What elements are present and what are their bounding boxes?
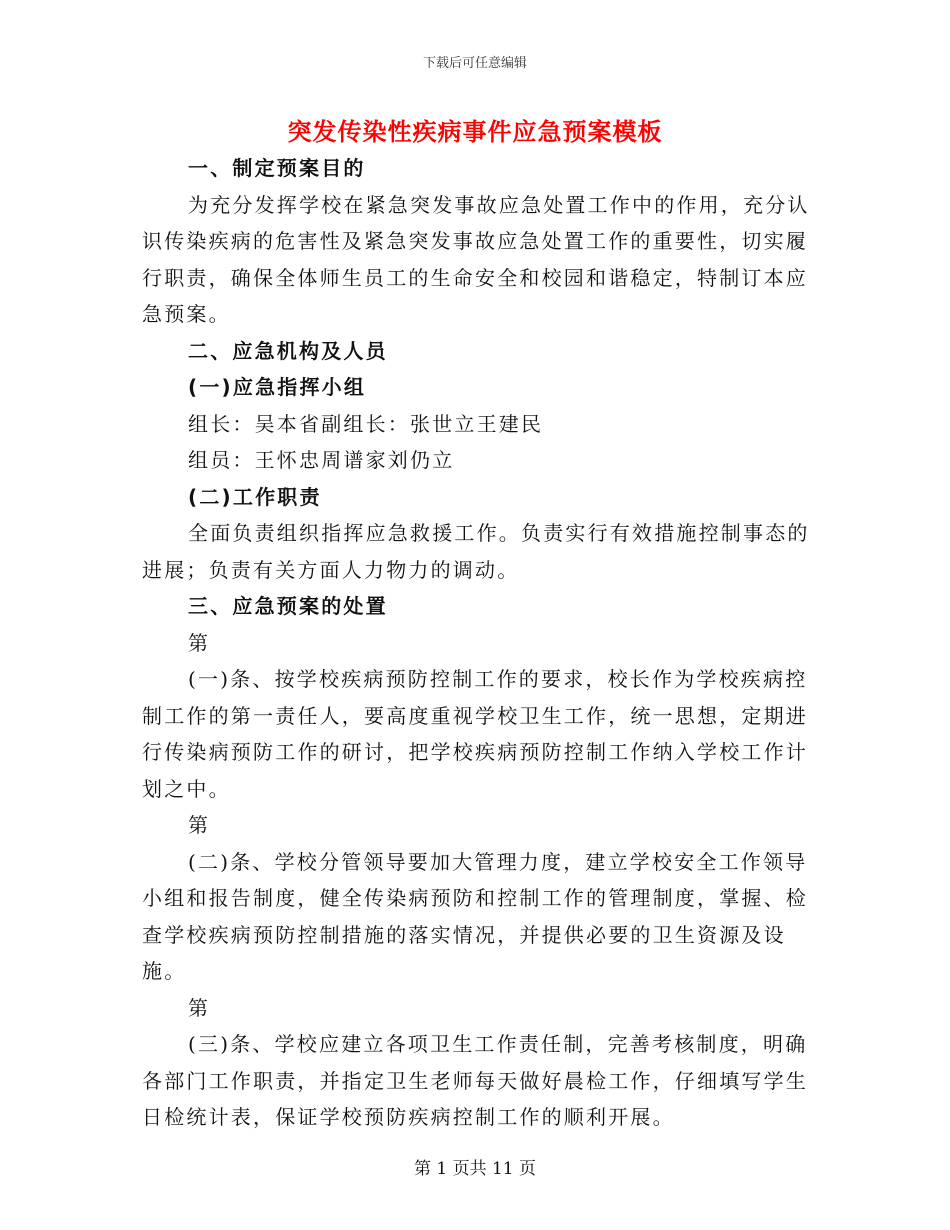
paragraph-duties: 全面负责组织指挥应急救援工作。负责实行有效措施控制事态的进展；负责有关方面人力物力的调动。	[142, 521, 810, 582]
header-note: 下载后可任意编辑	[422, 56, 527, 71]
article-label: 第	[188, 813, 211, 837]
paragraph-article-3: (三)条、学校应建立各项卫生工作责任制，完善考核制度，明确各部门工作职责，并指定卫生老师每天做好晨检工作，仔细填写学生日检统计表，保证学校预防疾病控制工作的顺利开展。	[142, 1032, 808, 1129]
paragraph-group-leaders: 组长：吴本省副组长：张世立王建民	[188, 411, 544, 436]
section-heading-2: 二、应急机构及人员	[188, 338, 388, 363]
subsection-heading-command-group: (一)应急指挥小组	[188, 375, 367, 399]
section-heading-3: 三、应急预案的处置	[188, 594, 388, 618]
paragraph-article-1: (一)条、按学校疾病预防控制工作的要求，校长作为学校疾病控制工作的第一责任人，要高度重视学校卫生工作，统一思想，定期进行传染病预防工作的研讨，把学校疾病预防控制工作纳入学校工作计划之中。	[142, 667, 808, 801]
page-footer: 第 1 页共 11 页	[413, 1159, 537, 1179]
paragraph-group-members: 组员：王怀忠周谱家刘仍立	[188, 448, 455, 472]
paragraph-article-2: (二)条、学校分管领导要加大管理力度，建立学校安全工作领导小组和报告制度，健全传染病预防和控制工作的管理制度，掌握、检查学校疾病预防控制措施的落实情况，并提供必要的卫生资源及设施。	[142, 849, 808, 983]
document-body	[142, 150, 810, 1136]
article-label: 第	[188, 630, 211, 655]
paragraph-purpose: 为充分发挥学校在紧急突发事故应急处置工作中的作用，充分认识传染疾病的危害性及紧急突发事故应急处置工作的重要性，切实履行职责，确保全体师生员工的生命安全和校园和谐稳定，特制订本应急预案。	[142, 192, 810, 326]
subsection-heading-duties: (二)工作职责	[188, 484, 322, 509]
section-heading-1: 一、制定预案目的	[188, 156, 366, 180]
document-title: 突发传染性疾病事件应急预案模板	[287, 117, 663, 146]
article-label: 第	[188, 995, 211, 1020]
